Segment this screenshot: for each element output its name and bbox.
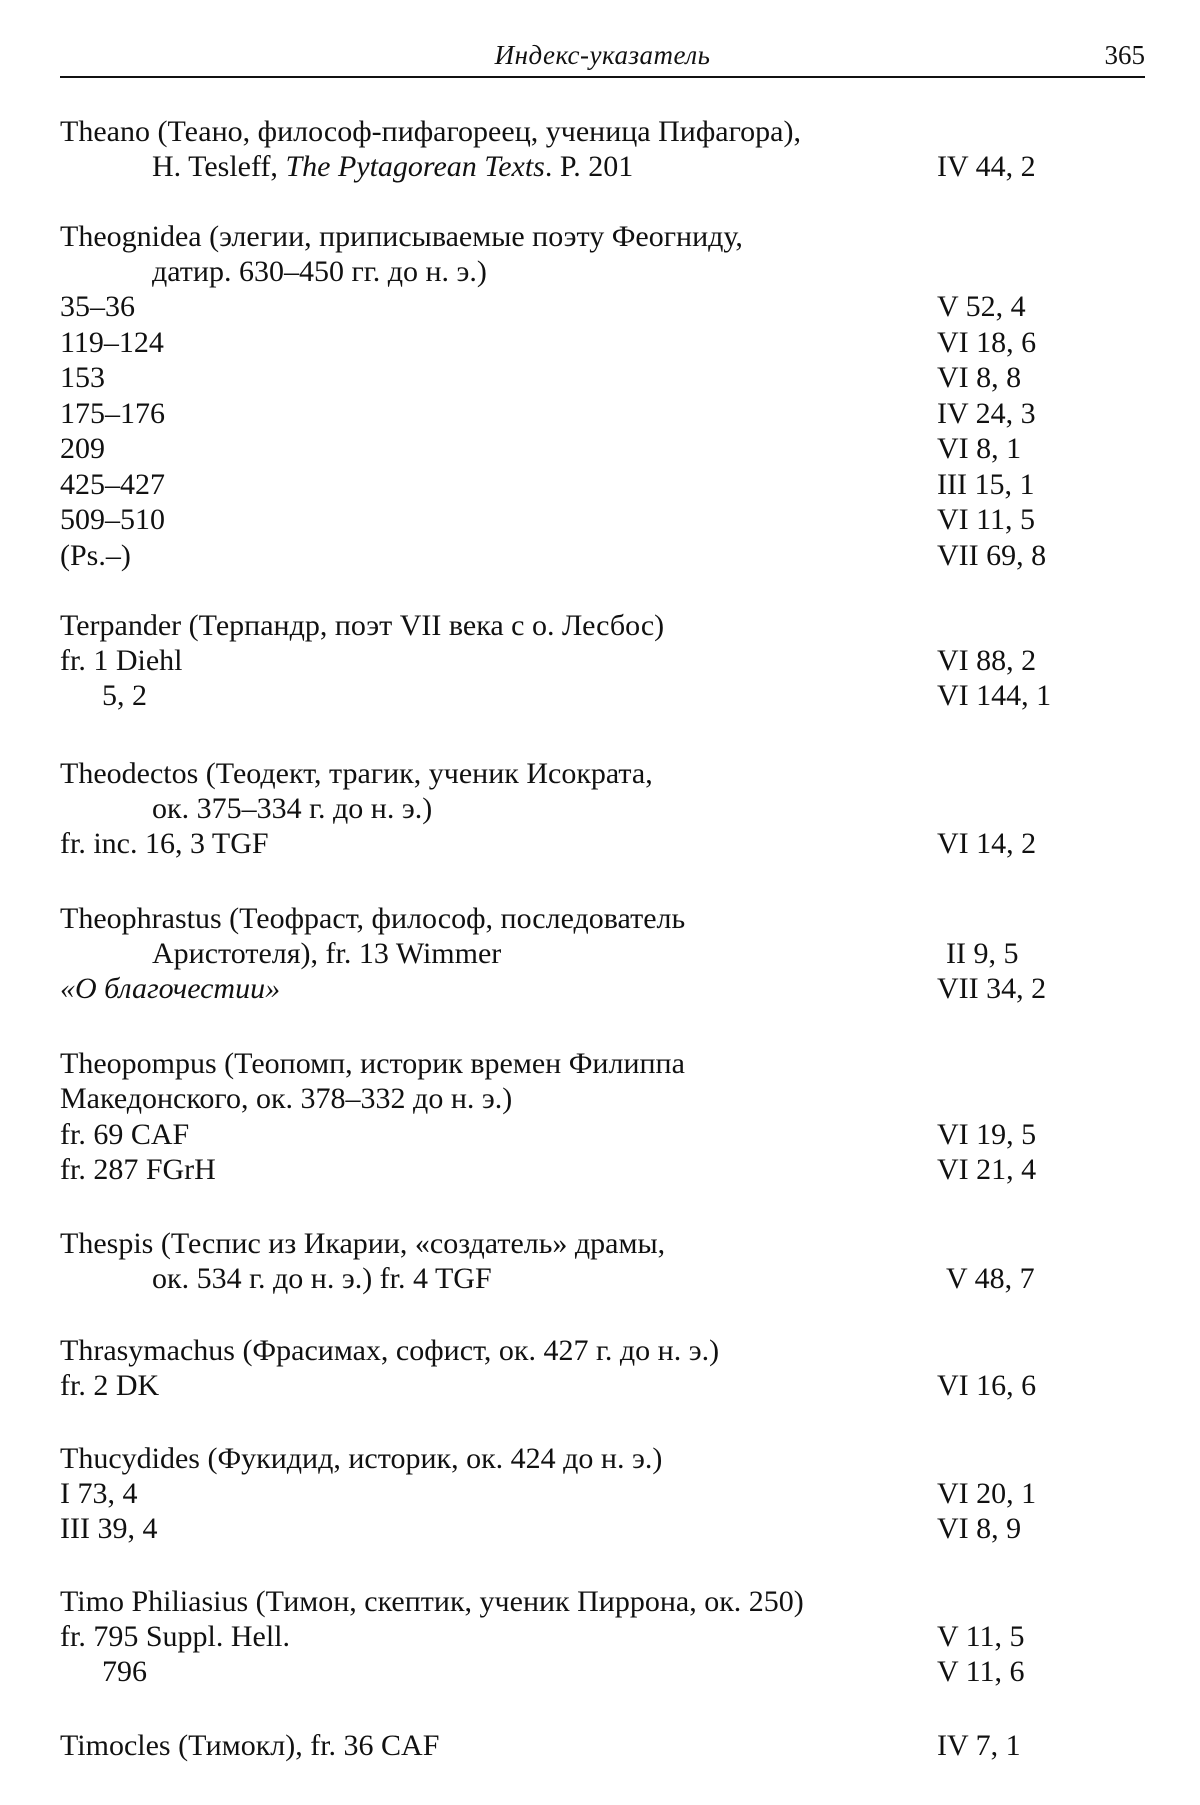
entry-terpander-heading [0, 608, 1200, 644]
row-reference: V 52, 4 [937, 290, 1026, 323]
row-reference: V 11, 6 [937, 1655, 1025, 1688]
index-row [0, 360, 1200, 396]
entry-heading: Timo Philiasius (Тимон, скептик, ученик Пиррона, ок. 250) [60, 1585, 804, 1618]
entry-theodectos-subheading [0, 791, 1200, 827]
row-locator: I 73, 4 [60, 1477, 138, 1510]
entry-theodectos-heading [0, 756, 1200, 792]
index-row [0, 1261, 1200, 1297]
row-locator: fr. 2 DK [60, 1369, 160, 1402]
index-row [0, 1654, 1200, 1690]
entry-heading: Thespis (Теспис из Икарии, «создатель» драмы, [60, 1227, 666, 1260]
row-locator: 119–124 [60, 326, 164, 359]
entry-heading: Thucydides (Фукидид, историк, ок. 424 до н. э.) [60, 1442, 663, 1475]
row-reference: II 9, 5 [946, 937, 1019, 970]
entry-thrasymachus-heading [0, 1333, 1200, 1369]
entry-theano-heading [0, 114, 1200, 150]
row-locator: (Ps.–) [60, 539, 131, 572]
index-row [0, 1619, 1200, 1655]
row-locator: 175–176 [60, 397, 165, 430]
index-row [0, 971, 1200, 1007]
index-row [0, 538, 1200, 574]
row-locator: fr. 287 FGrH [60, 1153, 216, 1186]
index-row [0, 643, 1200, 679]
entry-theognidea-heading [0, 219, 1200, 255]
index-row [0, 1511, 1200, 1547]
entry-subheading: Аристотеля), fr. 13 Wimmer [152, 937, 502, 970]
entry-timo-heading [0, 1584, 1200, 1620]
entry-subheading: ок. 375–334 г. до н. э.) [152, 792, 433, 825]
row-reference: VI 11, 5 [937, 503, 1036, 536]
running-header [60, 40, 1145, 78]
row-reference: VI 14, 2 [937, 827, 1037, 860]
entry-theophrastus-heading [0, 901, 1200, 937]
work-title: «О благочестии» [60, 972, 281, 1005]
entry-theognidea-subheading [0, 254, 1200, 290]
row-locator: fr. inc. 16, 3 TGF [60, 827, 269, 860]
row-reference: VI 8, 1 [937, 432, 1022, 465]
index-row [0, 678, 1200, 714]
entry-subheading: Македонского, ок. 378–332 до н. э.) [60, 1082, 513, 1115]
row-locator: 796 [102, 1655, 147, 1688]
entry-subheading: датир. 630–450 гг. до н. э.) [152, 255, 487, 288]
index-row [0, 396, 1200, 432]
entry-theopompus-heading [0, 1046, 1200, 1082]
entry-heading: Terpander (Терпандр, поэт VII века с о. Лесбос) [60, 609, 665, 642]
index-row [0, 936, 1200, 972]
entry-heading: Theodectos (Теодект, трагик, ученик Исократа, [60, 757, 653, 790]
entry-heading: Theognidea (элегии, приписываемые поэту Феогниду, [60, 220, 743, 253]
index-row [0, 431, 1200, 467]
row-reference: VI 18, 6 [937, 326, 1037, 359]
source-page: . P. 201 [544, 150, 634, 183]
source-author: H. Tesleff, [152, 150, 286, 183]
row-locator: 209 [60, 432, 105, 465]
index-row [0, 826, 1200, 862]
entry-thucydides-heading [0, 1441, 1200, 1477]
index-row [0, 1368, 1200, 1404]
row-reference: VII 34, 2 [937, 972, 1047, 1005]
row-locator: III 39, 4 [60, 1512, 158, 1545]
row-reference: IV 7, 1 [937, 1729, 1021, 1762]
entry-subheading: ок. 534 г. до н. э.) fr. 4 TGF [152, 1262, 492, 1295]
entry-timocles-heading [0, 1728, 1200, 1764]
row-reference: VI 8, 9 [937, 1512, 1022, 1545]
running-title: Индекс-указатель [494, 40, 711, 70]
row-locator: 425–427 [60, 468, 165, 501]
row-locator: 509–510 [60, 503, 165, 536]
row-locator: 5, 2 [102, 679, 147, 712]
entry-heading: Theopompus (Теопомп, историк времен Филиппа [60, 1047, 685, 1080]
entry-theano-source [0, 149, 1200, 185]
row-reference: V 48, 7 [946, 1262, 1035, 1295]
row-reference: III 15, 1 [937, 468, 1035, 501]
index-row [0, 1152, 1200, 1188]
row-reference: VI 21, 4 [937, 1153, 1037, 1186]
row-locator: fr. 795 Suppl. Hell. [60, 1620, 290, 1653]
index-row [0, 502, 1200, 538]
row-locator: 153 [60, 361, 105, 394]
row-locator: fr. 69 CAF [60, 1118, 190, 1151]
row-locator: fr. 1 Diehl [60, 644, 183, 677]
source-title: The Pytagorean Texts [285, 150, 545, 183]
row-reference: VI 16, 6 [937, 1369, 1037, 1402]
row-reference: V 11, 5 [937, 1620, 1025, 1653]
row-reference: VI 20, 1 [937, 1477, 1037, 1510]
index-row [0, 325, 1200, 361]
entry-heading: Thrasymachus (Фрасимах, софист, ок. 427 г. до н. э.) [60, 1334, 720, 1367]
row-reference: VI 8, 8 [937, 361, 1022, 394]
row-reference: VI 88, 2 [937, 644, 1037, 677]
row-reference: VI 19, 5 [937, 1118, 1037, 1151]
index-row [0, 467, 1200, 503]
entry-heading: Theano (Теано, философ-пифагореец, ученица Пифагора), [60, 115, 801, 148]
entry-theopompus-subheading [0, 1081, 1200, 1117]
entry-heading: Theophrastus (Теофраст, философ, последователь [60, 902, 686, 935]
index-row [0, 1117, 1200, 1153]
row-reference: IV 24, 3 [937, 397, 1036, 430]
row-reference: VI 144, 1 [937, 679, 1052, 712]
entry-source [152, 149, 633, 185]
entry-reference: IV 44, 2 [937, 150, 1036, 183]
entry-heading: Timocles (Тимокл), fr. 36 CAF [60, 1729, 440, 1762]
entry-thespis-heading [0, 1226, 1200, 1262]
row-locator: 35–36 [60, 290, 135, 323]
page-number: 365 [1104, 40, 1145, 70]
index-row [0, 1476, 1200, 1512]
index-row [0, 289, 1200, 325]
row-reference: VII 69, 8 [937, 539, 1047, 572]
